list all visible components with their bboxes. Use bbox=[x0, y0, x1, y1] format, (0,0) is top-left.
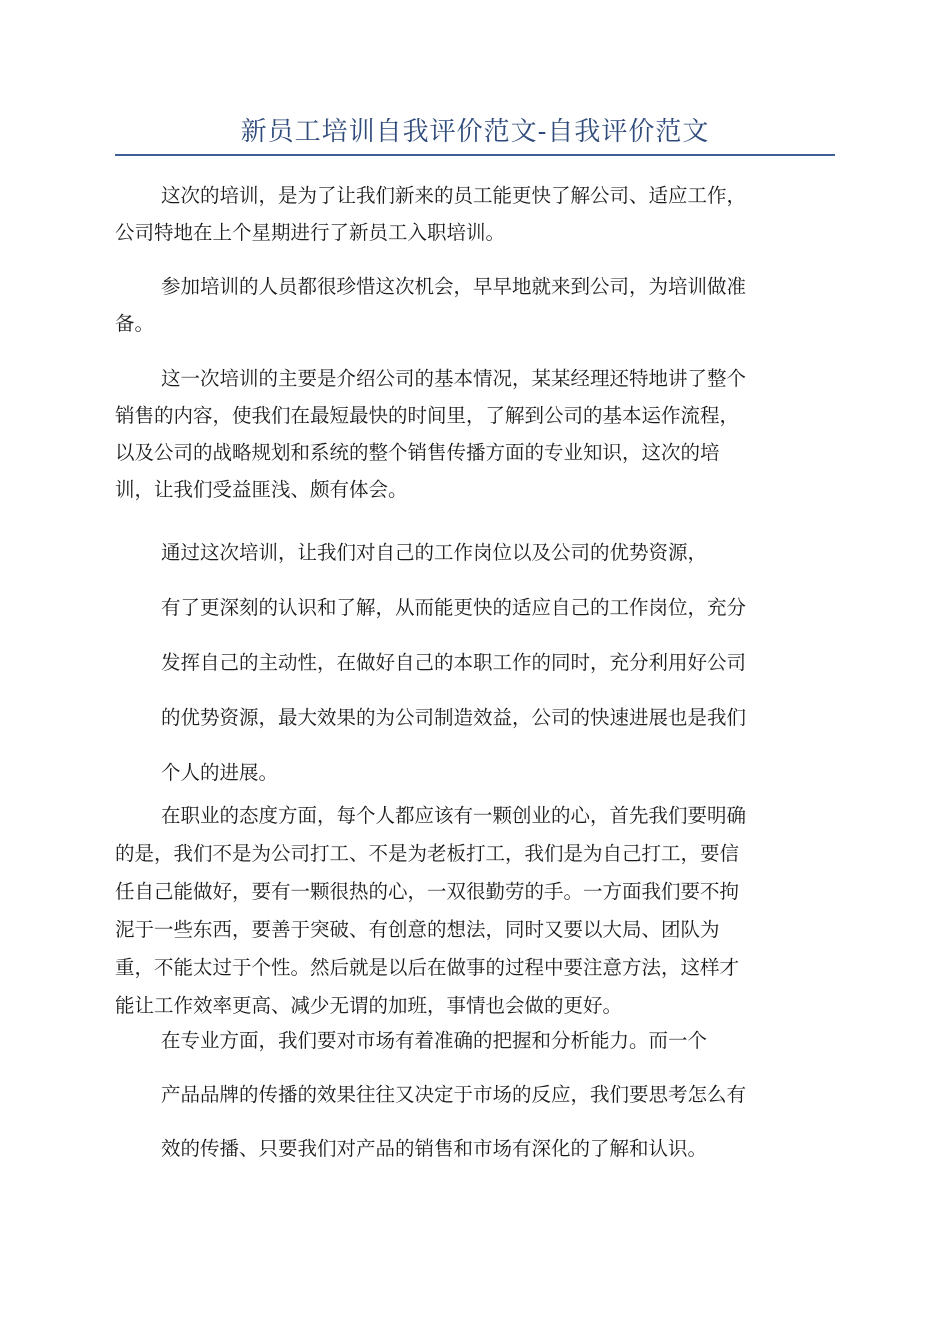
paragraph-line: 训，让我们受益匪浅、颇有体会。 bbox=[115, 478, 408, 501]
paragraph-line: 在职业的态度方面，每个人都应该有一颗创业的心，首先我们要明确 bbox=[161, 804, 747, 827]
paragraph-2 bbox=[115, 268, 835, 342]
paragraph-line: 个人的进展。 bbox=[161, 761, 279, 784]
document-title: 新员工培训自我评价范文-自我评价范文 bbox=[240, 117, 710, 147]
paragraph-line: 有了更深刻的认识和了解，从而能更快的适应自己的工作岗位，充分 bbox=[161, 596, 747, 619]
paragraph-line: 产品品牌的传播的效果往往又决定于市场的反应，我们要思考怎么有 bbox=[161, 1083, 747, 1106]
paragraph-1 bbox=[115, 177, 835, 251]
paragraph-6 bbox=[115, 1014, 835, 1176]
paragraph-line: 任自己能做好，要有一颗很热的心，一双很勤劳的手。一方面我们要不拘 bbox=[115, 880, 740, 903]
paragraph-line: 的优势资源，最大效果的为公司制造效益，公司的快速进展也是我们 bbox=[161, 706, 747, 729]
paragraph-line: 这一次培训的主要是介绍公司的基本情况，某某经理还特地讲了整个 bbox=[161, 367, 747, 390]
paragraph-line: 重，不能太过于个性。然后就是以后在做事的过程中要注意方法，这样才 bbox=[115, 956, 740, 979]
paragraph-line: 发挥自己的主动性，在做好自己的本职工作的同时，充分利用好公司 bbox=[161, 651, 747, 674]
paragraph-line: 销售的内容，使我们在最短最快的时间里，了解到公司的基本运作流程， bbox=[115, 404, 740, 427]
paragraph-line: 效的传播、只要我们对产品的销售和市场有深化的了解和认识。 bbox=[161, 1137, 708, 1160]
paragraph-line: 能让工作效率更高、减少无谓的加班，事情也会做的更好。 bbox=[115, 994, 623, 1017]
paragraph-line: 通过这次培训，让我们对自己的工作岗位以及公司的优势资源， bbox=[161, 541, 708, 564]
paragraph-5 bbox=[115, 797, 835, 1025]
paragraph-line: 在专业方面，我们要对市场有着准确的把握和分析能力。而一个 bbox=[161, 1029, 708, 1052]
paragraph-line: 参加培训的人员都很珍惜这次机会，早早地就来到公司，为培训做准 bbox=[161, 275, 747, 298]
paragraph-3 bbox=[115, 360, 835, 508]
paragraph-line: 以及公司的战略规划和系统的整个销售传播方面的专业知识，这次的培 bbox=[115, 441, 720, 464]
paragraph-line: 公司特地在上个星期进行了新员工入职培训。 bbox=[115, 221, 506, 244]
paragraph-line: 这次的培训，是为了让我们新来的员工能更快了解公司、适应工作， bbox=[161, 184, 747, 207]
title-underline bbox=[115, 154, 835, 156]
paragraph-line: 备。 bbox=[115, 312, 155, 335]
paragraph-line: 的是，我们不是为公司打工、不是为老板打工，我们是为自己打工，要信 bbox=[115, 842, 740, 865]
paragraph-4 bbox=[115, 525, 835, 800]
paragraph-line: 泥于一些东西，要善于突破、有创意的想法，同时又要以大局、团队为 bbox=[115, 918, 720, 941]
